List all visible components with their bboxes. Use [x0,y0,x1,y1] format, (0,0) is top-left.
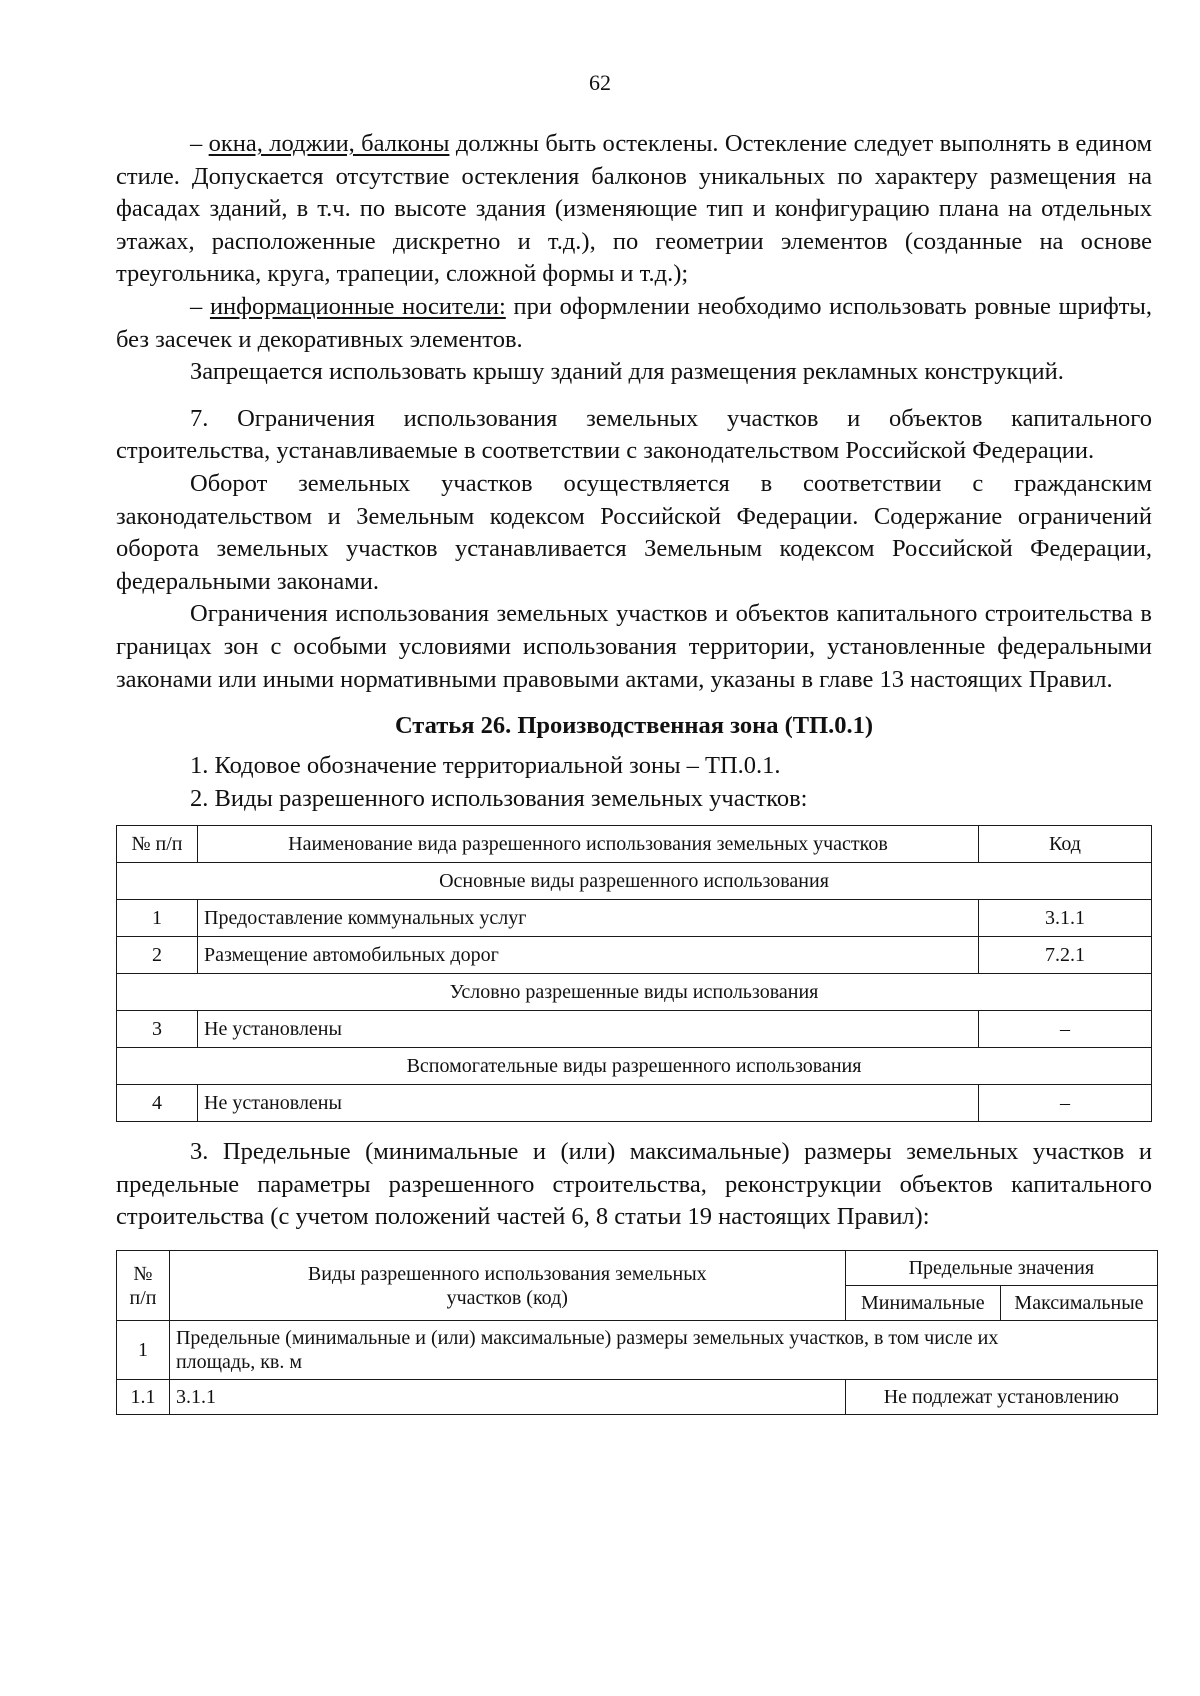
paragraph-info-carriers: – информационные носители: при оформлении необходимо использовать ровные шрифты, без засечек и декоративных элементов. [116,292,1153,353]
paragraph-limit-sizes: 3. Предельные (минимальные и (или) максимальные) размеры земельных участков и предельные параметры разрешенного строительства, реконструкции объектов капитального строительства (с учетом положений частей 6, 8 статьи 19 настоящих Правил): [116,1138,1152,1231]
section-title-auxiliary: Вспомогательные виды разрешенного использования [117,1048,1152,1085]
header-num: № п/п [117,1251,170,1321]
row-num: 3 [117,1011,198,1048]
table-row [117,937,1152,974]
section-row [117,974,1152,1011]
row-code: 3.1.1 [979,900,1152,937]
header-max: Максимальные [1000,1286,1157,1321]
table-row [117,1321,1158,1380]
row-name: Не установлены [198,1085,979,1122]
page-number: 62 [589,70,611,95]
paragraph-restrictions: 7. Ограничения использования земельных участков и объектов капитального строительства, устанавливаемые в соответствии с законодательством Российской Федерации. [116,404,1152,465]
row-name: Размещение автомобильных дорог [198,937,979,974]
paragraph-roof-ban: Запрещается использовать крышу зданий для размещения рекламных конструкций. [190,358,1064,386]
section-row [117,863,1152,900]
paragraph-special-zones: Ограничения использования земельных участков и объектов капитального строительства в границах зон с особыми условиями использования территории, установленные федеральными законами или иными нормативными правовыми актами, указаны в главе 13 настоящих Правил. [116,600,1152,693]
row-code: 3.1.1 [169,1380,845,1415]
paragraph-windows: – окна, лоджии, балконы должны быть остеклены. Остекление следует выполнять в едином стиле. Допускается отсутствие остекления балконов уникальных по характеру размещения на фасадах зданий, в т.ч. по высоте здания (изменяющие тип и конфигурацию плана на отдельных этажах, расположенные дискретно и т.д.), по геометрии элементов (созданные на основе треугольника, круга, трапеции, сложной формы и т.д.); [116,130,1152,288]
row-value: Не подлежат установлению [845,1380,1157,1415]
document-body [116,128,1152,1415]
item-zone-code: 1. Кодовое обозначение территориальной зоны – ТП.0.1. [190,752,781,780]
table-row [117,1380,1158,1415]
table-header-row [117,826,1152,863]
term-info-carriers: информационные носители: [209,292,506,320]
header-name: Наименование вида разрешенного использования земельных участков [198,826,979,863]
header-num: № п/п [117,826,198,863]
permitted-uses-table [116,825,1152,1122]
row-num: 2 [117,937,198,974]
item-permitted-uses: 2. Виды разрешенного использования земельных участков: [190,784,808,812]
article-items [116,750,1152,815]
row-name: Предоставление коммунальных услуг [198,900,979,937]
section-title-conditional: Условно разрешенные виды использования [117,974,1152,1011]
table-row [117,1011,1152,1048]
header-code: Код [979,826,1152,863]
section-title-main: Основные виды разрешенного использования [117,863,1152,900]
limits-table [116,1250,1158,1415]
row-code: – [979,1085,1152,1122]
table-header-row [117,1251,1158,1286]
table-row [117,1085,1152,1122]
row-name: Не установлены [198,1011,979,1048]
row-num: 4 [117,1085,198,1122]
row-code: 7.2.1 [979,937,1152,974]
article-title: Статья 26. Производственная зона (ТП.0.1) [394,712,874,740]
section-row [117,1048,1152,1085]
table-row [117,900,1152,937]
row-text: Предельные (минимальные и (или) максимальные) размеры земельных участков, в том числе их площадь, кв. м [169,1321,1157,1380]
row-num: 1.1 [117,1380,170,1415]
header-kind: Виды разрешенного использования земельных участков (код) [169,1251,845,1321]
row-num: 1 [117,1321,170,1380]
header-limits: Предельные значения [845,1251,1157,1286]
row-code: – [979,1011,1152,1048]
header-min: Минимальные [845,1286,1000,1321]
term-windows: окна, лоджии, балконы [208,130,450,157]
paragraph-land-turnover: Оборот земельных участков осуществляется в соответствии с гражданским законодательством и Земельным кодексом Российской Федерации. Содержание ограничений оборота земельных участков устанавливается Земельным кодексом Российской Федерации, федеральными законами. [116,469,1152,595]
row-num: 1 [117,900,198,937]
